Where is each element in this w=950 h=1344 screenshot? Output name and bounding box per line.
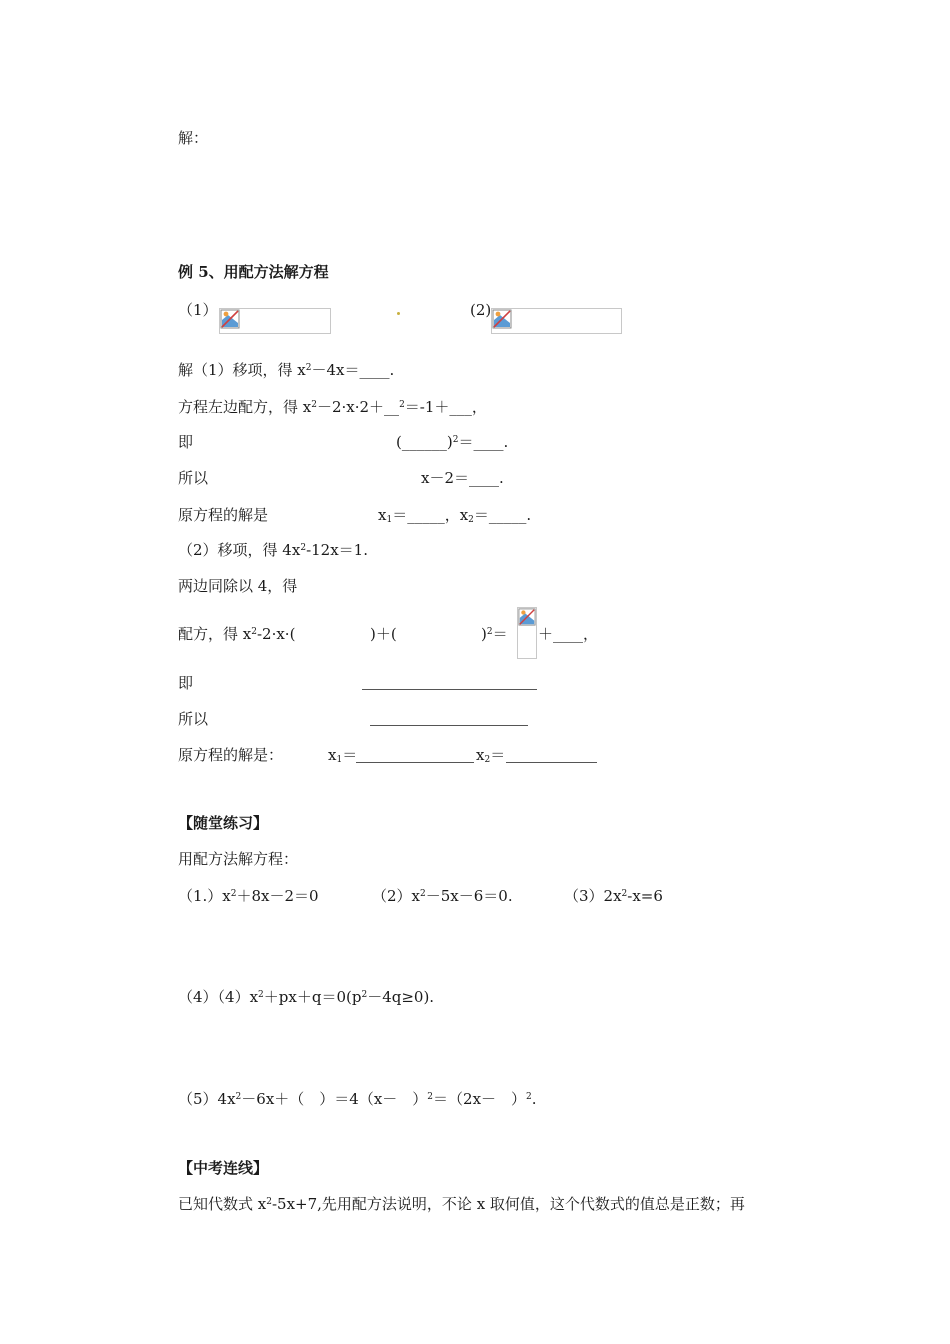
p1-line3: (______)$^2$＝____. [396, 433, 509, 451]
eq2-image [491, 308, 622, 334]
p2-line6-x2: $x_2=$ [476, 746, 506, 765]
p2-line3b: )＋( [370, 625, 397, 643]
practice-q3: $(3)2x^2-x=6$ [564, 887, 663, 905]
solution-label: 解： [178, 129, 209, 147]
p2-line4-label: 即 [178, 674, 194, 692]
p1-line1: 解（1）移项，得 $x^2-4x=\_\_\_\_$. [178, 361, 395, 379]
p2-line3a: 配方，得 $x^2-2\cdot x\cdot$( [178, 625, 296, 643]
p2-line5-label: 所以 [178, 710, 209, 728]
broken-image-icon [492, 309, 512, 329]
eq1-image [219, 308, 331, 334]
broken-image-icon [220, 309, 240, 329]
eq2-label: (2) [470, 301, 492, 319]
practice-prompt: 用配方法解方程： [178, 850, 299, 868]
p1-line5-label: 原方程的解是 [178, 506, 269, 524]
p2-line2: 两边同除以 4，得 [178, 577, 298, 595]
p1-line2: 方程左边配方，得 $x^2-2\cdot x\cdot 2+\_\_^2=-1+\_\_\_$， [178, 398, 487, 416]
blank-line [362, 689, 537, 690]
blank-line [506, 762, 597, 763]
blank-line [370, 725, 528, 726]
p1-line4: x－2＝____. [421, 469, 504, 487]
fraction-image [517, 607, 537, 659]
p2-line6-x1: $x_1=$ [328, 746, 358, 765]
practice-q1: $(1.)x^2+8x-2=0$ [178, 887, 319, 905]
example5-title: 例 5、用配方法解方程 [178, 263, 329, 281]
p2-line6-label: 原方程的解是： [178, 746, 284, 764]
practice-q5: $(5)4x^2-6x+$（ ）＝4（x－ ）$^2$＝（2x－ ）$^2$. [178, 1090, 537, 1108]
practice-q2: $(2)x^2-5x-6=0$. [372, 887, 513, 905]
practice-q4: $(4)(4)x^2+px+q=0(p^2-4q\ge 0)$. [178, 988, 435, 1006]
eq1-label: （1） [178, 301, 218, 319]
p2-line1: （2）移项，得 $4x^2-12x=1$. [178, 541, 368, 559]
stray-dot [397, 312, 400, 315]
p2-line3d: ＋____， [538, 625, 599, 643]
practice-heading: 【随堂练习】 [178, 814, 269, 832]
exam-heading: 【中考连线】 [178, 1159, 269, 1177]
blank-line [356, 762, 474, 763]
p1-line5: $x_1=\_\_\_\_\_$，$x_2=\_\_\_\_\_$. [378, 506, 532, 525]
broken-image-icon [518, 608, 536, 626]
p1-line4-label: 所以 [178, 469, 209, 487]
p2-line3c: )$^2$＝ [481, 625, 508, 643]
exam-text: 已知代数式 $x^2-5x+7$,先用配方法说明，不论 x 取何值，这个代数式的值总是正数；再 [178, 1195, 745, 1213]
p1-line3-label: 即 [178, 433, 194, 451]
